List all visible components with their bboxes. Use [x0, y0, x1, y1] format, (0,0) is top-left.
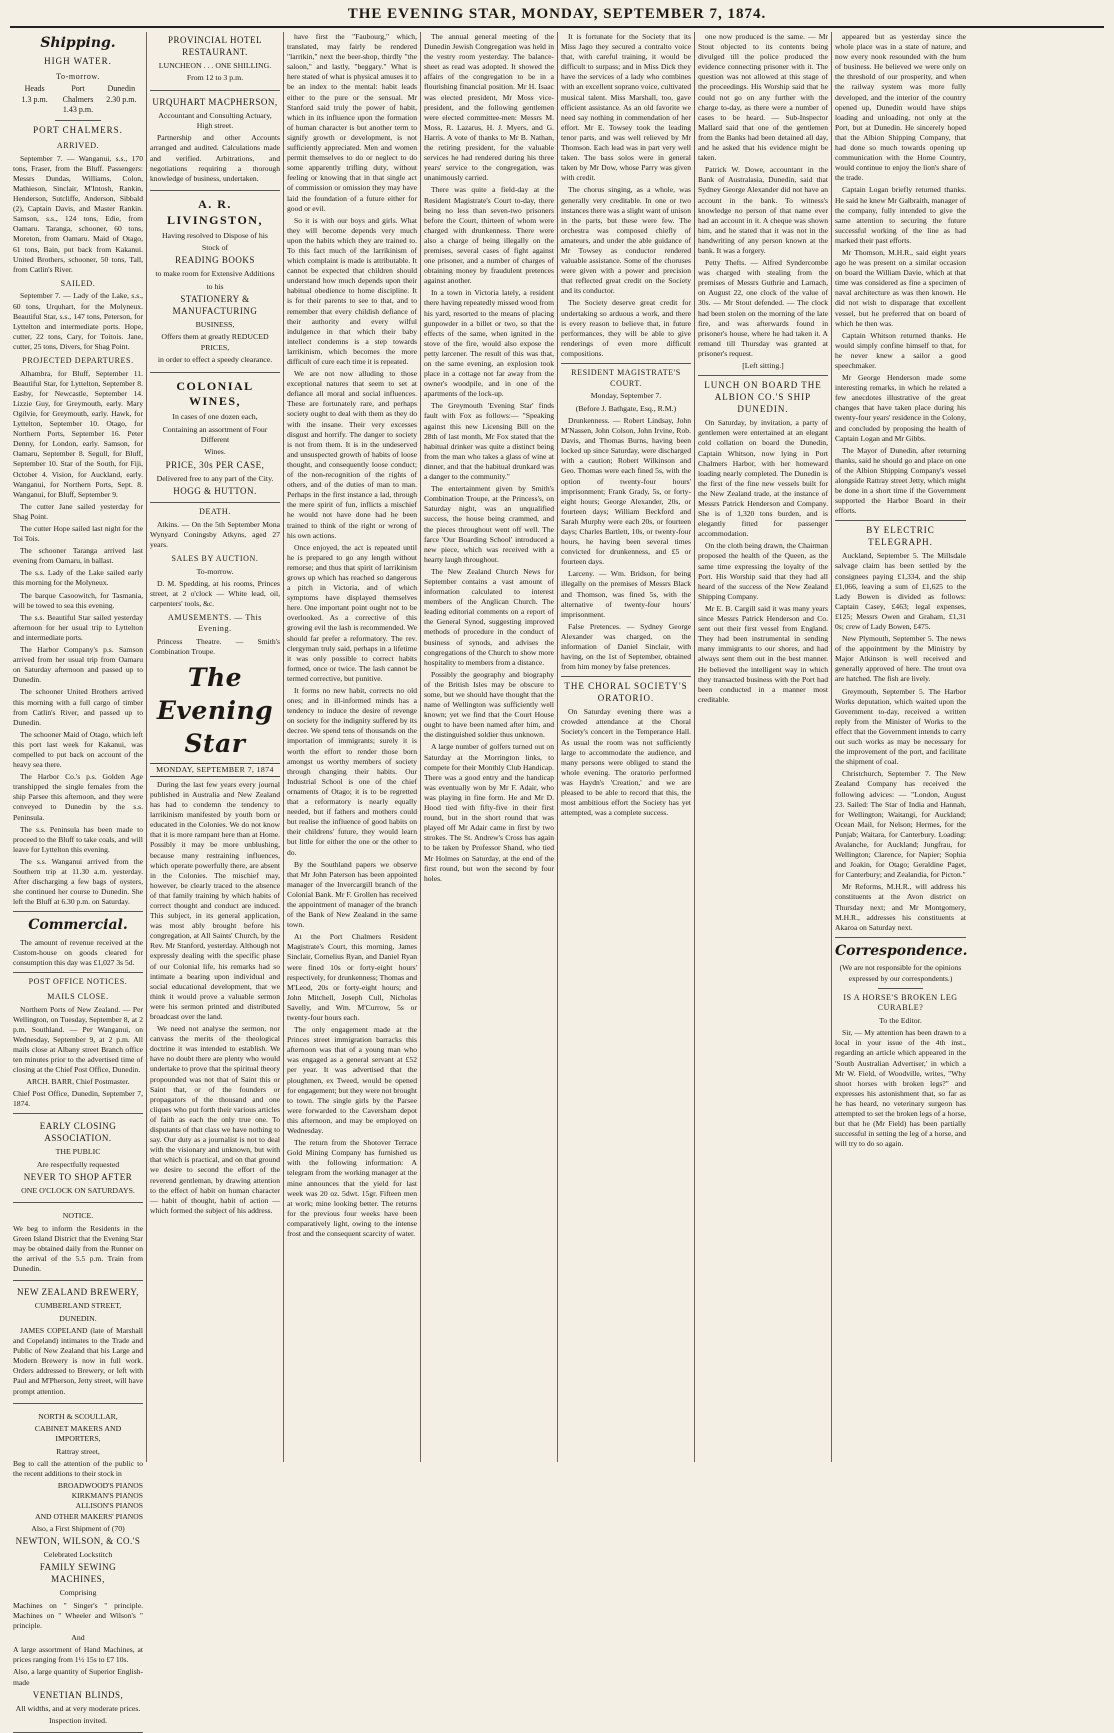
article-paragraph: The chorus singing, as a whole, was generally very creditable. In one or two instances there was a slight want of unison in the parts, but these were few. The orchestra was composed chiefly of amateurs, and under the able guidance of Mr Towsey as conductor rendered valuable assistance. Some of the choruses were given with a power and precision that reflected great credit on the Society and its conductor.: [561, 185, 691, 296]
notice-text: We beg to inform the Residents in the Green Island District that the Evening Star may be obtained daily from the Runner on the arrival of the 5.5 p.m. Train from Dunedin.: [13, 1223, 143, 1274]
and-line: And: [71, 1632, 85, 1642]
article-paragraph: Mr George Henderson made some interesting remarks, in which he related a few anecdotes illustrative of the great changes that have taken place during his twenty-four years' residence in the Colony, and concluded by proposing the health of Captain Logan and Mr Gibbs.: [835, 373, 966, 443]
shipping-news-item: The s.s. Lady of the Lake sailed early this morning for the Molyneux.: [13, 568, 143, 588]
cabinet-street: Rattray street,: [56, 1446, 100, 1456]
article-paragraph: The Greymouth 'Evening Star' finds fault with Fox as follows:— "Speaking against this new Licensing Bill on the 28th of last month, Mr Fox stated that the habitual drinker was quite a distinct being from the man who takes a glass of wine at dinner, and that the habitual drunkard was a danger to the community.": [424, 401, 554, 482]
urquhart-title: URQUHART MACPHERSON,: [152, 96, 278, 107]
requested-line: Are respectfully requested: [36, 1159, 120, 1169]
post-office-heading: POST OFFICE NOTICES.: [28, 977, 128, 987]
lunch-paragraph: Mr E. B. Cargill said it was many years since Messrs Patrick Henderson and Co. sent out their first vessel from England. They had been instrumental in sending many immigrants to our shores, and had always sent them out in the best manner. He believed the intelligent way in which they transacted business with the Port had been conducted in a manner most creditable.: [698, 603, 828, 704]
telegraph-paragraph: New Plymouth, September 5. The news of the appointment by the Ministry by Major Atkinson is well received and generally approved of here. The trout ova are hatched. The fish are lively.: [835, 634, 966, 684]
pianos-list: [13, 1481, 143, 1521]
dateline: MONDAY, SEPTEMBER 7, 1874: [150, 763, 280, 777]
tide-place: Dunedin: [107, 84, 136, 94]
column-5: [558, 32, 695, 1462]
livingston-line: to his: [206, 281, 224, 291]
newton-title: NEWTON, WILSON, & CO.'S: [15, 1535, 141, 1546]
shipping-news-item: The cutter Hope sailed last night for the Toi Tois.: [13, 524, 143, 544]
divider: [561, 676, 691, 677]
article-paragraph: We are not now alluding to those exceptional natures that seem to set at defiance all moral and social influences. These are fortunately rare, and perhaps society ought to deal with them as they do with the insane. Their very excesses disgust and horrify. The danger to society is not from them. It is in the undeserved and unsuspected growth of habits of loose thought, and consequently loose conduct; of the non-recognition of the rights of others, and of the duties of man to man. Perhaps in the first instance a lad, through the mere spirit of fun, inflicts a mischief he would not have done had he been trained to think of the right or wrong of his own actions.: [287, 369, 417, 540]
tide-time: 1.3 p.m.: [21, 94, 48, 104]
shipping-news-item: The Harbor Company's p.s. Samson arrived from her usual trip from Oamaru on Saturday afternoon and passed up to Dunedin.: [13, 645, 143, 685]
telegraph-paragraph: Greymouth, September 5. The Harbor Works deputation, which waited upon the Government to-day, received a written reply from the Minister of Works to the effect that the Government intends to carry out such works as may be necessary for the improvement of the port, and facilitate the shipment of coal.: [835, 686, 966, 767]
article-paragraph: The Society deserve great credit for undertaking so arduous a work, and there is every reason to believe that, in future performances, they will be able to give renderings of even more difficult compositions.: [561, 298, 691, 358]
tide-cell: [56, 84, 99, 116]
article-paragraph: It forms no new habit, corrects no old ones; and in ill-informed minds has a tendency to induce the desire of revenge on society for the indignity suffered by its decree. We spend tens of thousands on the importation of immigrants; surely it is worth the effort to render those born amongst us worthy members of society through changing their habits. Our Industrial School is one of the chief ornaments of Otago; it is to be regretted that a reformatory is nearly equally needed, but if fathers and mothers could but realise the influence of good habits on their childrens' future, they would learn but little for either the one or the other to do.: [287, 686, 417, 857]
leader-paragraph: We need not analyse the sermon, nor canvass the merits of the theological doctrine it was intended to establish. We have no doubt there are plenty who would undertake to prove that the spiritual theory propounded was not that of Saint this or Saint that, or of the founders or propagators of the thousand and one cliques who put forth their various articles of faith as each the only true one. To disputants of that class we have nothing to say. Our duty as a journalist is not to deal with the visionary and unknown, but with that which is practical, and on that ground we desire to second the effort of the reverend gentleman, by drawing attention to the effect of habit on human character — habit of thought, habit of action — which formed the subject of his address.: [150, 1024, 280, 1215]
telegraph-paragraph: Christchurch, September 7. The New Zealand Company has received the following advices: — "London, August 23. Sailed: The Star of India and Hannah, for Wellington; Waitangi, for Auckland; Ocean Mail, for Nelson; Hermes, for the Punjab; Waitara, for Canterbury. Loading: Avalanche, for Auckland; Jungfrau, for Wellington; Clarence, for Napier; Sophia and Joakin, for Otago; Geraldine Paget, for Canterbury; and Zealandia, for Picton.": [835, 769, 966, 880]
brewery-ad: [13, 1284, 143, 1403]
correspondence-note: (We are not responsible for the opinions expressed by our correspondents.): [839, 963, 962, 983]
shipping-news-item: The schooner Taranga arrived last evening from Oamaru, in ballast.: [13, 546, 143, 566]
urquhart-ad: [150, 94, 280, 191]
livingston-line: Stock of: [201, 243, 229, 253]
wines-line: In cases of one dozen each,: [172, 412, 258, 422]
column-7: [832, 32, 969, 1462]
tide-place: Heads: [24, 84, 45, 94]
high-water-heading: HIGH WATER.: [44, 55, 112, 66]
livingston-line: Offers them at greatly REDUCED PRICES,: [161, 332, 269, 352]
shipping-news-item: The s.s. Wanganui arrived from the Southern trip at 11.30 a.m. yesterday. After discharging a few bags of oysters, she continued her course to Dunedin. She left the Bluff at 6.30 p.m. on Saturday.: [13, 856, 143, 907]
article-paragraph: Mr Thomson, M.H.R., said eight years ago he was present on a similar occasion on board the William Davie, which at that time was considered as fine a specimen of naval architecture as was then known. He did not wish to disparage that excellent vessel, but he preferred that on board of which he then was.: [835, 247, 966, 328]
shipping-heading: Shipping.: [40, 35, 116, 51]
brewery-city: DUNEDIN.: [59, 1313, 97, 1323]
sales-text: D. M. Spedding, at his rooms, Princes street, at 2 o'clock — White lead, oil, carpenters' tools, &c.: [150, 579, 280, 609]
commercial-heading: Commercial.: [28, 917, 128, 934]
death-heading: DEATH.: [199, 507, 231, 517]
urquhart-sub: Accountant and Consulting Actuary, High street.: [158, 110, 272, 130]
projected-text: Alhambra, for Bluff, September 11. Beautiful Star, for Lyttelton, September 8. Easby, for Newcastle, September 14. Lizzie Guy, for Greymouth, early. Mary Ogilvie, for Greymouth, early. Hawk, for Lyttelton, September 10. Otago, for Northern Ports, September 16. Peter Denny, for London, early. Samson, for Oamaru, September 8. Segull, for Bluff, September 10. Star of the South, for Fiji, October 4. Vision, for Auckland, early. Wanganui, for Northern Ports, Sept. 8. Wanganui, for Bluff, September 9.: [13, 368, 143, 499]
livingston-title: A. R. LIVINGSTON,: [167, 196, 263, 227]
livingston-line: Having resolved to Dispose of his: [162, 230, 268, 240]
telegraph-heading: BY ELECTRIC TELEGRAPH.: [866, 525, 935, 548]
brewery-title: NEW ZEALAND BREWERY,: [17, 1287, 139, 1298]
article-paragraph: Petty Thefts. — Alfred Syndercombe was charged with stealing from the premises of Messrs Guthrie and Larnach, on August 22, one clock of the value of 30s. — Mr Stout defended. — The clock had been stolen on the morning of the late fire, and was afterwards found in prisoner's house, where he had taken it. A remand till Thursday was granted at prisoner's request.: [698, 258, 828, 358]
cabinet-text: Beg to call the attention of the public to the recent additions to their stock in: [13, 1459, 143, 1479]
shipping-news-item: The schooner Maid of Otago, which left this port last week for Kakanui, was compelled to put back on account of the heavy sea there.: [13, 729, 143, 770]
court-paragraph: Drunkenness. — Robert Lindsay, John M'Nassen, John Colson, John Irvine, Rob. Davis, and Thomas Burns, having been locked up since Saturday, were discharged with a caution; Robert Wilkinson and Geo. Thomas were each fined 5s, with the option of twenty-four hours' imprisonment; Frank Grady, 5s, or forty-eight hours; George Alexander, 20s, or fourteen days; William Beckford and Sarah Murphy were each 20s, or fourteen days; Charles Bartlett, 10s, or twenty-four hours, he having been several times convicted for drunkenness, and £5 or fourteen days.: [561, 415, 691, 567]
horse-letter-heading: IS A HORSE'S BROKEN LEG CURABLE?: [843, 992, 958, 1013]
article-paragraph: appeared but as yesterday since the whole place was in a state of nature, and now every nook resounded with the hum of business. He believed we were only on the threshold of our prosperity, and when the railway system was more fully developed, and the interior of the country opened up, Dunedin would have ships loading and unloading, not only at the Port, but at Dunedin. He sincerely hoped that the Albion Shipping Company, that had done so much towards opening up communication with the Home Country, would continue to enjoy the lion's share of the trade.: [835, 32, 966, 183]
piano-item: KIRKMAN'S PIANOS: [71, 1491, 143, 1501]
mails-close-heading: MAILS CLOSE.: [47, 991, 109, 1001]
piano-item: BROADWOOD'S PIANOS: [57, 1481, 143, 1491]
projected-heading: PROJECTED DEPARTURES.: [22, 355, 134, 365]
correspondence-heading: Correspondence.: [835, 942, 968, 959]
article-paragraph: The entertainment given by Smith's Combination Troupe, at the Princess's, on Saturday night, was an unqualified success, the house being crammed, and the pieces throughout went off well. The farce 'Our Boarding School' introduced a new piece, which was received with a hearty laugh throughout.: [424, 484, 554, 564]
livingston-line: STATIONERY & MANUFACTURING: [172, 294, 258, 317]
evening-star-banner: The Evening Star: [156, 662, 274, 759]
livingston-line: to make room for Extensive Additions: [155, 269, 275, 279]
tide-table: [13, 84, 143, 116]
wines-line: Wines.: [204, 447, 226, 457]
piano-item: ALLISON'S PIANOS: [75, 1501, 143, 1511]
port-chalmers-heading: PORT CHALMERS.: [33, 125, 123, 136]
amusements-heading: AMUSEMENTS. — This Evening.: [168, 613, 262, 633]
article-paragraph: Captain Whitson returned thanks. He would simply confine himself to that, for he never knew a sailor a good speechmaker.: [835, 330, 966, 370]
choral-heading: THE CHORAL SOCIETY'S ORATORIO.: [564, 681, 688, 704]
shipping-news-item: The schooner United Brothers arrived this morning with a full cargo of timber from Catlin's River, and passed up to Dunedin.: [13, 687, 143, 727]
article-paragraph: A large number of golfers turned out on Saturday at the Morrington links, to compete for their Monthly Club Handicap. There was a good entry and the handicap was eventually won by Mr F. Adair, who was playing in fine form. He and Mr D. Hood tied with fifty-five in their first round, but in the short round that was played off Mr Adair came in first by two strokes. The St. Andrew's Cross has again to be taken by Professor Shand, who tied Mr Holmes on Saturday, at the end of the first round, but won the second by four holes.: [424, 742, 554, 883]
public-line: THE PUBLIC: [55, 1147, 101, 1157]
left-sitting: [Left sitting.]: [742, 361, 784, 370]
column-6: [695, 32, 832, 1462]
divider: [878, 988, 924, 989]
wines-line: PRICE, 30s PER CASE,: [165, 459, 265, 470]
early-closing-ad: [13, 1118, 143, 1203]
urquhart-text: Partnership and other Accounts arranged and audited. Calculations made and verified. Arbitrations, and negotiations requiring a thorough knowledge of business, undertaken.: [150, 133, 280, 183]
tide-place: Port Chalmers: [62, 84, 94, 104]
livingston-line: BUSINESS,: [195, 320, 235, 330]
court-paragraph: False Pretences. — Sydney George Alexander was charged, on the information of Daniel Sinclair, with having, on the 1st of September, obtained from him money by false pretences.: [561, 621, 691, 672]
masthead: THE EVENING STAR, MONDAY, SEPTEMBER 7, 1874.: [10, 6, 1104, 28]
article-paragraph: Patrick W. Dowe, accountant in the Bank of Australasia, Dunedin, said that Sydney George Alexander did not have an account in the bank. To witness's knowledge no person of that name ever had an account in it. A cheque was shown him, and he stated that it was not in the handwriting of any person known at the bank. It was a forgery.: [698, 165, 828, 255]
divider: [835, 520, 966, 521]
telegraph-paragraph: Auckland, September 5. The Millsdale salvage claim has been settled by the consignees paying £1,334, and the ship £1,066, leaving a sum of £1,625 to the Lady Bowen is divided as follows: Captain Casey, £463; legal expenses, £125; Messrs Owen and Graham, £1,31 0s; crew of Lady Bowen, £475.: [835, 551, 966, 631]
shipping-news-item: The Harbor Co.'s p.s. Golden Age transhipped the single females from the ship Parsee this afternoon, and they were conveyed to Dunedin by the s.s. Peninsula.: [13, 772, 143, 822]
column-3: [284, 32, 421, 1462]
hotel-title: PROVINCIAL HOTEL RESTAURANT.: [168, 35, 262, 57]
english-made-text: Also, a large quantity of Superior English-made: [13, 1667, 143, 1687]
lunch-heading: LUNCH ON BOARD THE ALBION CO.'S SHIP DUNEDIN.: [704, 380, 822, 415]
mails-text: Northern Ports of New Zealand. — Per Wellington, on Tuesday, September 8, at 2 p.m. Southland. — Per Wanganui, on Wednesday, September 9, at 2 p.m. All mails close at Albany street Branch office ten minutes prior to the advertised time of closing at the Chief Post Office, Dunedin.: [13, 1004, 143, 1075]
telegraph-paragraph: Mr Reforms, M.H.R., will address his constituents at the Avon district on Thursday next; and Mr Montgomery, M.H.R., addresses his constituents at Akaroa on Saturday next.: [835, 882, 966, 932]
hotel-lunch: LUNCHEON . . . ONE SHILLING.: [158, 60, 272, 70]
divider: [13, 972, 143, 973]
article-paragraph: The return from the Shotover Terrace Gold Mining Company has furnished us with the following information: A telegram from the working manager at the mine announces that the yield for last week was 20 oz. 5dwt. 15gr. Fifteen men at work; mine looking better. The returns for the previous four weeks have been comparatively light, owing to the intense frost and the consequent scarcity of water.: [287, 1138, 417, 1238]
column-4: [421, 32, 558, 1462]
divider: [698, 375, 828, 376]
divider: [55, 120, 101, 121]
early-closing-title: EARLY CLOSING ASSOCIATION.: [39, 1121, 117, 1144]
article-paragraph: Captain Logan briefly returned thanks. He said he knew Mr Galbraith, manager of the company, fully intended to give the same attention to securing the future successful working of the line as had marked their past efforts.: [835, 185, 966, 245]
tide-cell: [13, 84, 56, 116]
shipping-news-item: The s.s. Peninsula has been made to proceed to the Bluff to take coals, and will leave for Lyttelton this evening.: [13, 824, 143, 854]
hotel-ad: [150, 32, 280, 91]
blinds-title: VENETIAN BLINDS,: [32, 1689, 124, 1700]
lunch-paragraph: On Saturday, by invitation, a party of gentlemen were entertained at an elegant cold collation on board the Dunedin, Captain Whitson, now lying in Port Chalmers Harbor, with her homeward loading nearly completed. The Dunedin is the first of the fine new vessels built for the New Zealand trade, at the instance of Messrs Patrick Henderson and Company. She is of 1,320 tons burden, and is elegantly fitted for passenger accommodation.: [698, 418, 828, 539]
horse-letter-to: To the Editor.: [879, 1015, 922, 1025]
never-line: NEVER TO SHOP AFTER: [23, 1172, 133, 1183]
cabinet-ad: [13, 1407, 143, 1733]
tide-subheading: To-morrow.: [56, 71, 100, 81]
shipping-news-item: The cutter Jane sailed yesterday for Shag Point.: [13, 501, 143, 521]
arrived-text: September 7. — Wanganui, s.s., 170 tons, Fraser, from the Bluff. Passengers: Messrs Dundas, Williams, Colon, Mathieson, Sinclair, M'Intosh, Rankin, Henderson, Sutcliffe, Anderson, Sibbald (2), Captain Davis, and Master Rankin. Samson, s.s., 124 tons, Edie, from Oamaru. Taranga, schooner, 60 tons, Moreton, from Oamaru. Maid of Otago, 61 tons, Bain, put back from Kakanui. United Brothers, schooner, 50 tons, Tall, from Catlin's River.: [13, 153, 143, 274]
wines-line: Delivered free to any part of the City.: [156, 473, 274, 483]
article-paragraph: have first the "Faubourg," which, translated, may fairly be rendered "larrikin," next the beer-shop, thirdly "the saloon," and lastly, "beggary." What is here stated of what is physical amuses it to be an index to the mental: habit leads either to the pure or the sensual. Mr Stanford said truly the power of habit, which in its influence upon the formation of human character is but another term to signify growth or development, is not sufficiently appreciated. Men and women permit themselves to do or neglect to do some apparently trifling duty, without feeling or knowing that in that single act of commission or omission they may have laid the foundation of a future either for good or evil.: [287, 32, 417, 213]
newton-sub: Celebrated Lockstitch: [43, 1549, 113, 1559]
livingston-ad: [150, 194, 280, 373]
notice-ad: [13, 1206, 143, 1281]
sailed-text: September 7. — Lady of the Lake, s.s., 60 tons, Urquhart, for the Molyneux. Beautiful Star, s.s., 147 tons, Peterson, for Lyttelton and intermediate ports. Hope, cutter, 22 tons, Cary, for Toitois. Jane, cutter, 25 tons, Divers, for Shag Point.: [13, 291, 143, 351]
inspection-line: Inspection invited.: [48, 1715, 108, 1725]
choral-paragraph: On Saturday evening there was a crowded attendance at the Choral Society's concert in the Temperance Hall. As usual the room was not sufficiently large to accommodate the audience, and many persons were obliged to stand the whole evening. The oratorio performed was Haydn's 'Creation,' and we are pleased to be able to record that this, the most ambitious effort the Society has yet attempted, was a complete success.: [561, 707, 691, 818]
article-paragraph: The New Zealand Church News for September contains a vast amount of information calculated to interest members of the Anglican Church. The leading editorial comments on a report of the General Synod, suggesting improved methods of procedure in the conduct of business of synods, and advises the congregations of the Church to show more hospitality to members from a distance.: [424, 566, 554, 667]
leader-paragraph: During the last few years every journal published in Australia and New Zealand has had to condemn the tendency to larrikinism manifested by youth born or educated in the Colonies. We do not know that it is more rampant here than at Home. Possibly it may be more unblushing, because many restraining influences, which operate powerfully there, are absent in the Colonies. The mischief may, however, be clearly traced to the absence of that family training by which habits of correct thought and conduct are induced. This subject, in its general application, was most ably brought before his congregation, at All Saints' Church, by the Rev. Mr Stanford, yesterday. Although not expressly dealing with the specific phase of our Colonial life, his remarks had so intimate a bearing upon individual and social educational development, that we think it would prove a valuable sermon were his sermon printed and distributed broadcast over the land.: [150, 779, 280, 1022]
cabinet-title: CABINET MAKERS AND IMPORTERS,: [34, 1423, 122, 1444]
divider: [835, 937, 966, 938]
arrived-heading: ARRIVED.: [56, 141, 100, 151]
commercial-text: The amount of revenue received at the Custom-house on goods cleared for consumption this day was £1,027 3s 5d.: [13, 938, 143, 968]
sales-heading: SALES BY AUCTION.: [171, 554, 259, 564]
machines-text: Machines on " Singer's " principle. Machines on " Wheeler and Wilson's " principle.: [13, 1600, 143, 1630]
divider: [13, 1113, 143, 1114]
court-date: Monday, September 7.: [590, 391, 662, 401]
article-paragraph: The Mayor of Dunedin, after returning thanks, said he should go and place on one of the Albion Shipping Company's vessel alongside Rattray street Jetty, which might be done in a short time if the Government supported the Harbor Board in their efforts.: [835, 445, 966, 516]
sewing-title: FAMILY SEWING MACHINES,: [39, 1562, 117, 1585]
wines-line: HOGG & HUTTON.: [173, 486, 257, 497]
livingston-line: READING BOOKS: [175, 255, 255, 266]
article-paragraph: Once enjoyed, the act is repeated until he is prepared to go any length without remorse; and thus that spirit of larrikinism grows up which has reached so dangerous a pitch in Victoria, and of which symptoms have displayed themselves here. One important point ought not to be overlooked. As a corrective of this growing evil the lash is recommended. We should far prefer a reformatory. The rev. clergyman truly said, perhaps in a lifetime it was only possible to correct habits formed, once or twice. The lash cannot be termed corrective, but punitive.: [287, 542, 417, 683]
comprising-line: Comprising: [59, 1588, 97, 1598]
court-before: (Before J. Bathgate, Esq., R.M.): [575, 403, 677, 413]
death-text: Atkins. — On the 5th September Mona Wynyard Coningsby Atkyns, aged 27 years.: [150, 519, 280, 549]
court-paragraph: Larceny. — Wm. Bridson, for being illegally on the premises of Messrs Black and Thomson, was fined 5s, with the alternative of twenty-four hours' imprisonment.: [561, 569, 691, 619]
wines-ad: [150, 376, 280, 504]
article-paragraph: By the Southland papers we observe that Mr John Paterson has been appointed manager of the Invercargill branch of the Colonial Bank. Mr F. Grollen has received the appointment of manager of the branch of the Bank of New Zealand in the same town.: [287, 859, 417, 930]
brewery-street: CUMBERLAND STREET,: [34, 1301, 122, 1311]
tide-time: 2.30 p.m.: [106, 94, 137, 104]
hotel-hours: From 12 to 3 p.m.: [186, 73, 244, 83]
tide-time: 1.43 p.m.: [62, 105, 94, 115]
article-paragraph: The only engagement made at the Princes street immigration barracks this afternoon was that of a young man who was engaged as a general servant at £52 per year. It was advertised that the ploughmen, ex Tweed, would be opened for engagement; but they were not brought to town. The single girls by the Parsee were forwarded to the Caversham depot this afternoon, and may be employed on Wednesday.: [287, 1025, 417, 1136]
court-heading: RESIDENT MAGISTRATE'S COURT.: [571, 368, 681, 388]
article-paragraph: There was quite a field-day at the Resident Magistrate's Court to-day, there being no less than seven-two prisoners before the Court, thirteen of whom were charged with drunkenness. There were also a charge of being illegally on the premises, several cases of fight against one prisoner, and a number of charges of obtaining money by fraudulent pretences against another.: [424, 185, 554, 286]
wines-title: COLONIAL WINES,: [176, 378, 254, 409]
postmaster-name: ARCH. BARR, Chief Postmaster.: [26, 1077, 130, 1087]
oclock-line: ONE O'CLOCK ON SATURDAYS.: [21, 1186, 135, 1196]
amusements-text: Princess Theatre. — Smith's Combination Troupe.: [150, 636, 280, 656]
shipment-line: Also, a First Shipment of (70): [31, 1523, 125, 1533]
brewery-text: JAMES COPELAND (late of Marshall and Copeland) intimates to the Trade and Public of New Zealand that his Large and Modern Brewery is now in full work. Orders addressed to Brewery, or left with Paul and M'Pherson, Jetty street, will have prompt attention.: [13, 1325, 143, 1396]
column-1: [10, 32, 147, 1725]
divider: [13, 911, 143, 912]
column-container: [10, 32, 1104, 1725]
wines-line: Containing an assortment of Four Different: [162, 424, 268, 445]
tide-cell: [100, 84, 143, 116]
article-paragraph: one now produced is the same. — Mr Stout objected to its contents being divulged till the police produced the evidence connecting prisoner with it. The question was not allowed at this stage of the proceedings. His Worship said that he could not go on any further with the charge to-day, as there were a number of cases to be heard. — Sub-Inspector Mallard said that one of the gentlemen from the Banks had been detained all day, and he asked that his evidence might be taken.: [698, 32, 828, 163]
divider: [561, 363, 691, 364]
article-paragraph: It is fortunate for the Society that its Miss Jago they secured a contralto voice that, with careful training, it would be difficult to surpass; and in Miss Dick they have the services of a lady who combines with an excellent soprano voice, cultivated musical talent. Miss Marshall, too, gave efficient assistance. As an old favorite we need say nothing in commendation of her effort. Mr E. Towsey took the leading tenor parts, and was well relieved by Mr Thomson. Each lead was in part very well taken. The bass solos were in general taken by Mr Dow, whose Parry was given with credit.: [561, 32, 691, 183]
article-paragraph: The annual general meeting of the Dunedin Jewish Congregation was held in the vestry room yesterday. The balance-sheet as read was adopted. It showed the affairs of the congregation to be in a flourishing financial position. Mr H. Isaac was elected president, Mr Moss vice-president, and the following gentlemen were elected committee-men: Messrs M. Moss, R. Lazarus, H. J. Myers, and G. Harris. A vote of thanks to Mr B. Nathan, the retiring president, for the valuable services he had rendered during his three years' service to the congregation, was unanimously carried.: [424, 32, 554, 183]
article-paragraph: So it is with our boys and girls. What they will become depends very much upon the habits which they are trained to. To this fact much of the larrikinism of which complaint is made is attributable. It cannot be expected that children should understand how much depends upon their habitual obedience to home discipline. It is for their parents to see to that, and to remember that every childish defiance of their authority and every wilful indulgence in that which their baby intellect condemns is a step towards larrikinism, which becomes the more difficult of cure each time it is repeated.: [287, 215, 417, 366]
article-paragraph: At the Port Chalmers Resident Magistrate's Court, this morning, James Sinclair, Cornelius Ryan, and Daniel Ryan were fined 10s or forty-eight hours' respectively, for drunkenness; Thomas and M'Leod, 20s or forty-eight hours; and John Mitchell, Joseph Cull, Nicholas Savelly, and Wm. M'Currow, 5s or twenty-four hours each.: [287, 932, 417, 1022]
notice-title: NOTICE.: [62, 1211, 94, 1221]
livingston-line: in order to effect a speedy clearance.: [157, 355, 273, 365]
column-2: [147, 32, 284, 1462]
lunch-paragraph: On the cloth being drawn, the Chairman proposed the health of the Queen, as the same time expressing the loyalty of the Port. His Worship said that they had all heard of the success of the New Zealand Shipping Company.: [698, 541, 828, 601]
sales-day: To-morrow.: [196, 566, 234, 576]
cabinet-firm: NORTH & SCOULLAR,: [38, 1411, 118, 1421]
article-paragraph: In a town in Victoria lately, a resident there having repeatedly missed wood from his yard, resorted to the means of placing gunpowder in a billet or two, so that the effects of the same, when ignited in the stove of the fire, would also expose the petty larcener. The result of this was that, on the same evening, an explosion took place in a cottage not far away from the owner's woodpile, and in one of the apartments of the lock-up.: [424, 288, 554, 399]
blinds-text: All widths, and at very moderate prices.: [15, 1703, 141, 1713]
shipping-news-item: The s.s. Beautiful Star sailed yesterday afternoon for her usual trip to Lyttelton and intermediate ports.: [13, 612, 143, 642]
hand-machines-text: A large assortment of Hand Machines, at prices ranging from 1½ 15s to £7 10s.: [13, 1645, 143, 1665]
piano-item: AND OTHER MAKERS' PIANOS: [35, 1511, 143, 1521]
sailed-heading: SAILED.: [60, 278, 96, 288]
shipping-news-item: The barque Casoowitch, for Tasmania, will be towed to sea this evening.: [13, 590, 143, 610]
article-paragraph: Possibly the geography and biography of the British Isles may be obscure to some, but we should have thought that the name of Wellington was sufficiently well known; yet we find that the Court House ought to have been named after him, and the distinguished soldier thus unknown.: [424, 669, 554, 740]
postmaster-date: Chief Post Office, Dunedin, September 7, 1874.: [13, 1089, 143, 1109]
horse-letter-text: Sir, — My attention has been drawn to a local in your issue of the 4th inst., regarding an article which appeared in the 'South Australian Advertiser,' in which a Mr W. Field, of Woodville, writes, "Why shoot horses with broken legs?" and expresses his astonishment that, so far as he has heard, no veterinary surgeon has attempted to set the broken legs of a horse, but that he (Mr Field) has been partially successful in setting the leg of a horse, and will try to do so again.: [835, 1028, 966, 1149]
